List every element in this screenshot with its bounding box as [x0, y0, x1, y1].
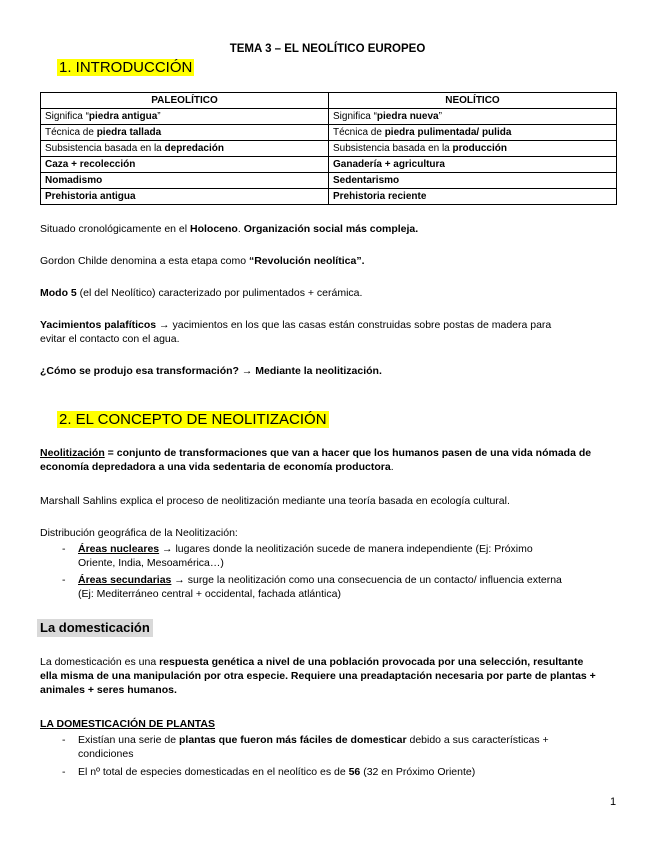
- paragraph-neolitizacion-def: [40, 446, 618, 474]
- table-cell: Prehistoria antigua: [41, 189, 329, 205]
- table-header-row: [41, 93, 617, 109]
- cell-text: Subsistencia basada en la: [333, 142, 453, 154]
- cell-text: Significa “: [45, 110, 89, 122]
- text: → lugares donde la neolitización sucede de manera independiente (Ej: Próximo: [159, 543, 533, 555]
- text: → surge la neolitización como una consecuencia de un contacto/ influencia externa: [171, 574, 562, 586]
- table-row: [41, 157, 617, 173]
- bullet-dash: -: [62, 543, 66, 555]
- bullet-dash: -: [62, 734, 66, 746]
- paragraph-sahlins: Marshall Sahlins explica el proceso de neolitización mediante una teoría basada en ecología cultural.: [40, 495, 510, 507]
- text: (Ej: Mediterráneo central + occidental, fachada atlántica): [78, 588, 341, 601]
- cell-bold: piedra pulimentada/ pulida: [384, 126, 512, 138]
- paragraph-childe: [40, 254, 618, 268]
- bold-text: plantas que fueron más fáciles de domesticar: [178, 734, 407, 746]
- paragraph-palafiticos: [40, 318, 618, 346]
- text: (32 en Próximo Oriente): [360, 766, 476, 778]
- cell-text: ”: [438, 110, 442, 122]
- paragraph-holoceno: [40, 222, 618, 236]
- table-row: [41, 125, 617, 141]
- paragraph-domesticacion: [40, 655, 618, 698]
- table-cell: [41, 125, 329, 141]
- bold-text: animales + seres humanos.: [40, 684, 177, 697]
- bold-text: Holoceno: [190, 223, 238, 235]
- cell-text: ”: [157, 110, 161, 122]
- bold-text: “Revolución neolítica”.: [248, 255, 365, 267]
- header-paleolitico: PALEOLÍTICO: [41, 93, 329, 109]
- cell-text: Técnica de: [45, 126, 97, 138]
- paragraph-modo5: [40, 286, 618, 300]
- text: debido a sus características +: [406, 734, 549, 746]
- section-1-heading: [57, 58, 194, 78]
- list-item-text: [78, 542, 618, 570]
- bold-text: 56: [348, 766, 361, 778]
- underlined-term: Neolitización: [40, 447, 105, 459]
- text: = conjunto de transformaciones que van a hacer que los humanos pasen de una vida nómada de: [104, 447, 592, 459]
- text: Existían una serie de: [78, 734, 179, 746]
- text: economía depredadora a una vida sedentaria de economía productora: [40, 461, 391, 474]
- table-row: [41, 173, 617, 189]
- table-cell: Nomadismo: [41, 173, 329, 189]
- plants-heading: LA DOMESTICACIÓN DE PLANTAS: [40, 718, 215, 730]
- cell-bold: piedra antigua: [88, 110, 158, 122]
- table-cell: [329, 109, 617, 125]
- cell-text: Subsistencia basada en la: [45, 142, 165, 154]
- table-cell: Prehistoria reciente: [329, 189, 617, 205]
- text: Oriente, India, Mesoamérica…): [78, 557, 224, 570]
- list-item-text: [78, 765, 618, 779]
- table-cell: [329, 141, 617, 157]
- bold-text: Modo 5: [40, 287, 77, 299]
- table-cell: Ganadería + agricultura: [329, 157, 617, 173]
- paragraph-question: ¿Cómo se produjo esa transformación? → Mediante la neolitización.: [40, 365, 382, 377]
- cell-text: Técnica de: [333, 126, 385, 138]
- section-1-heading-text: 1. INTRODUCCIÓN: [59, 59, 193, 76]
- cell-text: Significa “: [333, 110, 377, 122]
- table-row: [41, 109, 617, 125]
- text: Situado cronológicamente en el: [40, 223, 191, 235]
- section-2-heading: [57, 410, 329, 430]
- list-item-text: [78, 573, 618, 601]
- text: La domesticación es una: [40, 656, 160, 668]
- text: (el del Neolítico) caracterizado por pulimentados + cerámica.: [76, 287, 363, 299]
- subheading-domesticacion: La domesticación: [37, 619, 153, 637]
- bold-text: Yacimientos palafíticos: [40, 319, 157, 331]
- bold-text: ella misma de una manipulación por otra especie. Requiere una preadaptación necesaria por parte de plantas +: [40, 670, 596, 683]
- text: El nº total de especies domesticadas en el neolítico es de: [78, 766, 349, 778]
- cell-bold: depredación: [164, 142, 224, 154]
- comparison-table: [40, 92, 617, 205]
- table-row: [41, 141, 617, 157]
- document-title: TEMA 3 – EL NEOLÍTICO EUROPEO: [229, 43, 426, 55]
- text: .: [237, 223, 244, 235]
- underlined-term: Áreas nucleares: [78, 543, 160, 555]
- header-neolitico: NEOLÍTICO: [329, 93, 617, 109]
- text: Gordon Childe denomina a esta etapa como: [40, 255, 249, 267]
- cell-bold: piedra nueva: [376, 110, 439, 122]
- bold-text: respuesta genética a nivel de una población provocada por una selección, resultante: [159, 656, 584, 668]
- bullet-dash: -: [62, 574, 66, 586]
- cell-bold: piedra tallada: [96, 126, 162, 138]
- table-cell: [41, 141, 329, 157]
- text: condiciones: [78, 748, 134, 761]
- text: .: [390, 461, 394, 474]
- table-cell: Caza + recolección: [41, 157, 329, 173]
- underlined-term: Áreas secundarias: [78, 574, 172, 586]
- list-item-text: [78, 733, 618, 761]
- bold-text: Organización social más compleja.: [243, 223, 419, 235]
- bullet-dash: -: [62, 766, 66, 778]
- text: evitar el contacto con el agua.: [40, 333, 180, 346]
- table-cell: Sedentarismo: [329, 173, 617, 189]
- paragraph-distribucion: Distribución geográfica de la Neolitización:: [40, 527, 238, 539]
- page-number: 1: [610, 796, 617, 808]
- table-cell: [329, 125, 617, 141]
- cell-bold: producción: [452, 142, 507, 154]
- text: → yacimientos en los que las casas están construidas sobre postas de madera para: [156, 319, 552, 331]
- table-cell: [41, 109, 329, 125]
- table-row: [41, 189, 617, 205]
- section-2-heading-text: 2. EL CONCEPTO DE NEOLITIZACIÓN: [59, 411, 327, 428]
